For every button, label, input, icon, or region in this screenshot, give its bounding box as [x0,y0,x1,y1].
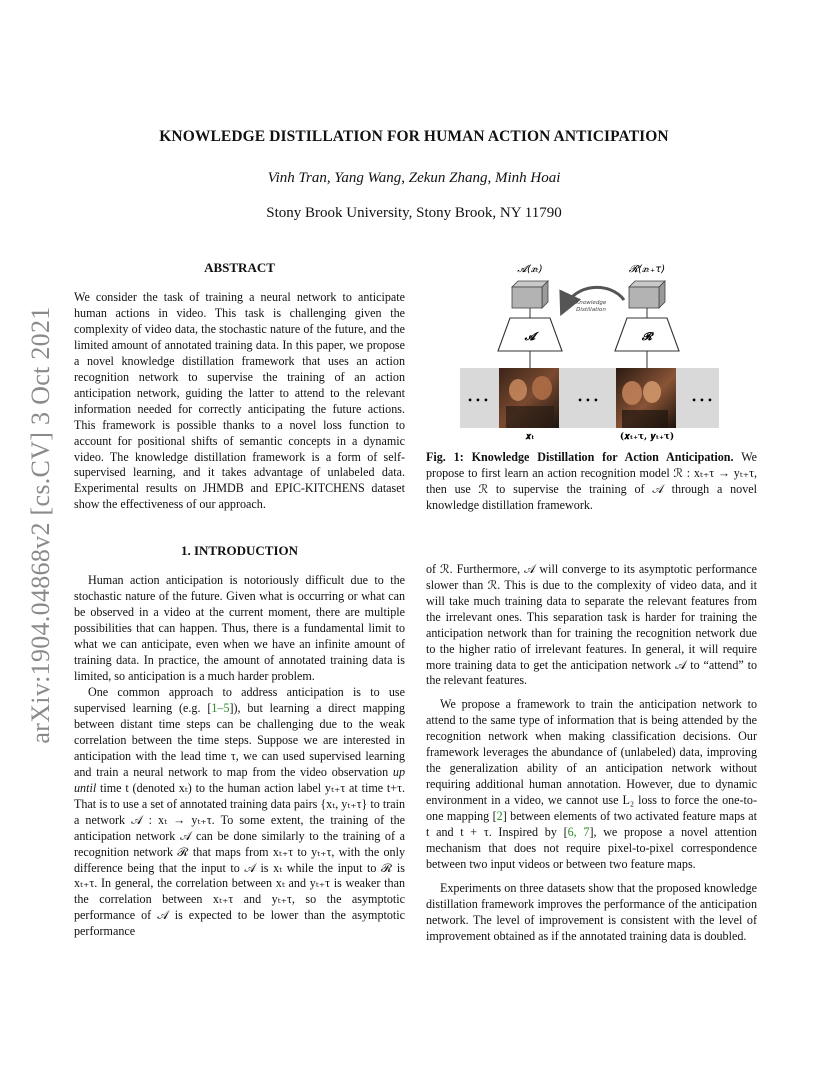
figure-1-diagram [426,256,757,446]
network-r [615,318,679,351]
ellipsis-left: • • • [467,396,489,405]
intro-p2-text-c: time t (denoted xₜ) to the human action label yₜ₊τ at time t+τ. That is to use a set of annotated training data pairs {xₜ, yₜ₊τ} to train a network 𝒜 : xₜ → yₜ₊τ. To some extent, the training of the anticipation network 𝒜 can be done similarly to the training of a recognition network ℛ that maps from xₜ₊τ to yₜ₊τ, with the only difference being that the input to 𝒜 is xₜ while the input to ℛ is xₜ₊τ. In general, the correlation between xₜ and yₜ₊τ is weaker than the correlation between xₜ₊τ and yₜ₊τ, so the asymptotic performance of 𝒜 is expected to be lower than the asymptotic performance [74,780,405,939]
citation-link[interactable]: 1–5 [211,700,230,715]
kd-label-line1: Knowledge [575,300,607,306]
introduction-heading: 1. INTRODUCTION [180,543,298,559]
label-input-xt: 𝒙ₜ [525,432,535,442]
network-a [498,318,562,351]
abstract-heading: ABSTRACT [204,260,275,275]
right-paragraph-3: Experiments on three datasets show that the proposed knowledge distillation framework improves the performance of the anticipation network. The level of improvement is consistent with the level of improvement obtained as if the annotated training data is doubled. [426,880,757,943]
ellipsis-middle: • • • [577,396,599,405]
caption-title: Knowledge Distillation for Action Anticipation. [471,450,734,464]
network-r-label: 𝓡 [641,330,653,343]
network-a-label: 𝓐 [524,330,536,343]
right-p2-text-a: We propose a framework to train the anticipation network to attend to the same type of information that is being attended by the recognition network when making classification decisions. Our framework leverages the abundance of (unlabeled) data, improving the generalization ability of an anticipation network without requiring additional human annotation. However, due to dynamic environment in a video, we cannot use L₂ loss to force the one-to-one mapping [ [426,697,757,824]
figure-1-caption: Fig. 1: Knowledge Distillation for Action Anticipation. We propose to first learn an action recognition model ℛ : xₜ₊τ → yₜ₊τ, then use ℛ to supervise the training of 𝒜 through a novel knowledge distillation framework. [426,450,758,512]
right-paragraph-2 [426,697,757,872]
intro-p2-text-b: ]), but learning a direct mapping between distant time steps can be challenging due to the weak correlation between the time steps. Suppose we are interested in anticipation with the lead time τ, we can used supervised learning and train a neural network to map from the video observation [74,700,405,779]
figure-1 [426,256,757,446]
video-frame-t [499,368,559,428]
video-frame-t-plus-tau [616,368,676,428]
citation-link[interactable]: 6, 7 [567,825,590,840]
intro-paragraph-2 [74,685,405,940]
right-column [426,256,757,945]
label-input-pair: (𝒙ₜ₊τ, 𝒚ₜ₊τ) [619,432,675,442]
label-r-output: 𝓡(𝒙ₜ₊τ) [628,264,666,275]
right-paragraph-1: of ℛ. Furthermore, 𝒜 will converge to its asymptotic performance slower than ℛ. This is due to the complexity of video data, and it will take much training data to separate the relevant features from the irrelevant ones. This separation task is harder for training the anticipation network than for training the recognition network due to the higher ratio of irrelevant features. In general, it will require more training data to get the anticipation network 𝒜 to “attend” to the relevant features. [426,561,757,688]
kd-label-line2: Distillation [576,307,606,313]
arxiv-stamp-text: arXiv:1904.04868v2 [cs.CV] 3 Oct 2021 [26,306,55,744]
arxiv-stamp [20,290,62,760]
right-p2-text-c: ], we propose a novel attention mechanism that does not require pixel-to-pixel correspondence between two input videos or between two feature maps. [426,825,757,871]
caption-label: Fig. 1 [426,450,460,464]
caption-text: We propose to first learn an action recognition model ℛ : xₜ₊τ → yₜ₊τ, then use ℛ to supervise the training of 𝒜 through a novel knowledge distillation framework. [426,450,758,512]
intro-p2-text-a: One common approach to address anticipation is to use supervised learning (e.g. [ [74,685,405,715]
paper-title: KNOWLEDGE DISTILLATION FOR HUMAN ACTION ANTICIPATION [159,128,669,145]
intro-p2-emphasis: up until [74,764,405,795]
intro-paragraph-1: Human action anticipation is notoriously difficult due to the stochastic nature of the future. Given what is occurring or what can be observed in a video at the current moment, there are multiple possibilities that can happen. Thus, there is a fundamental limit to what we can anticipate, even when we have an infinite amount of training data. In practice, the amount of annotated training data is limited, so anticipation is a much harder problem. [74,573,405,684]
citation-link[interactable]: 2 [496,809,503,824]
ellipsis-right: • • • [691,396,713,405]
left-column [74,260,405,940]
abstract-text: We consider the task of training a neural network to anticipate human actions in video. This task is challenging given the complexity of video data, the stochastic nature of the future, and the limited amount of annotated training data. In this paper, we propose a novel knowledge distillation framework that uses an action recognition network to supervise the training of an action anticipation network, guiding the latter to attend to the relevant information needed for correctly anticipating the future actions. This framework is possible thanks to a novel loss function to account for positional shifts of semantic concepts in a dynamic video. The knowledge distillation framework is a form of self-supervised learning, and it takes advantage of unlabeled data. Experimental results on JHMDB and EPIC-KITCHENS dataset show the effectiveness of our approach. [74,290,405,512]
feature-cube-r [629,281,665,308]
affiliation: Stony Brook University, Stony Brook, NY 11790 [266,205,562,221]
label-a-output: 𝓐(𝒙ₜ) [517,264,543,275]
author-list: Vinh Tran, Yang Wang, Zekun Zhang, Minh Hoai [267,170,561,186]
right-p2-text-b: ] between elements of two activated feature maps at t and t + τ. Inspired by [ [426,809,758,840]
feature-cube-a [512,281,548,308]
